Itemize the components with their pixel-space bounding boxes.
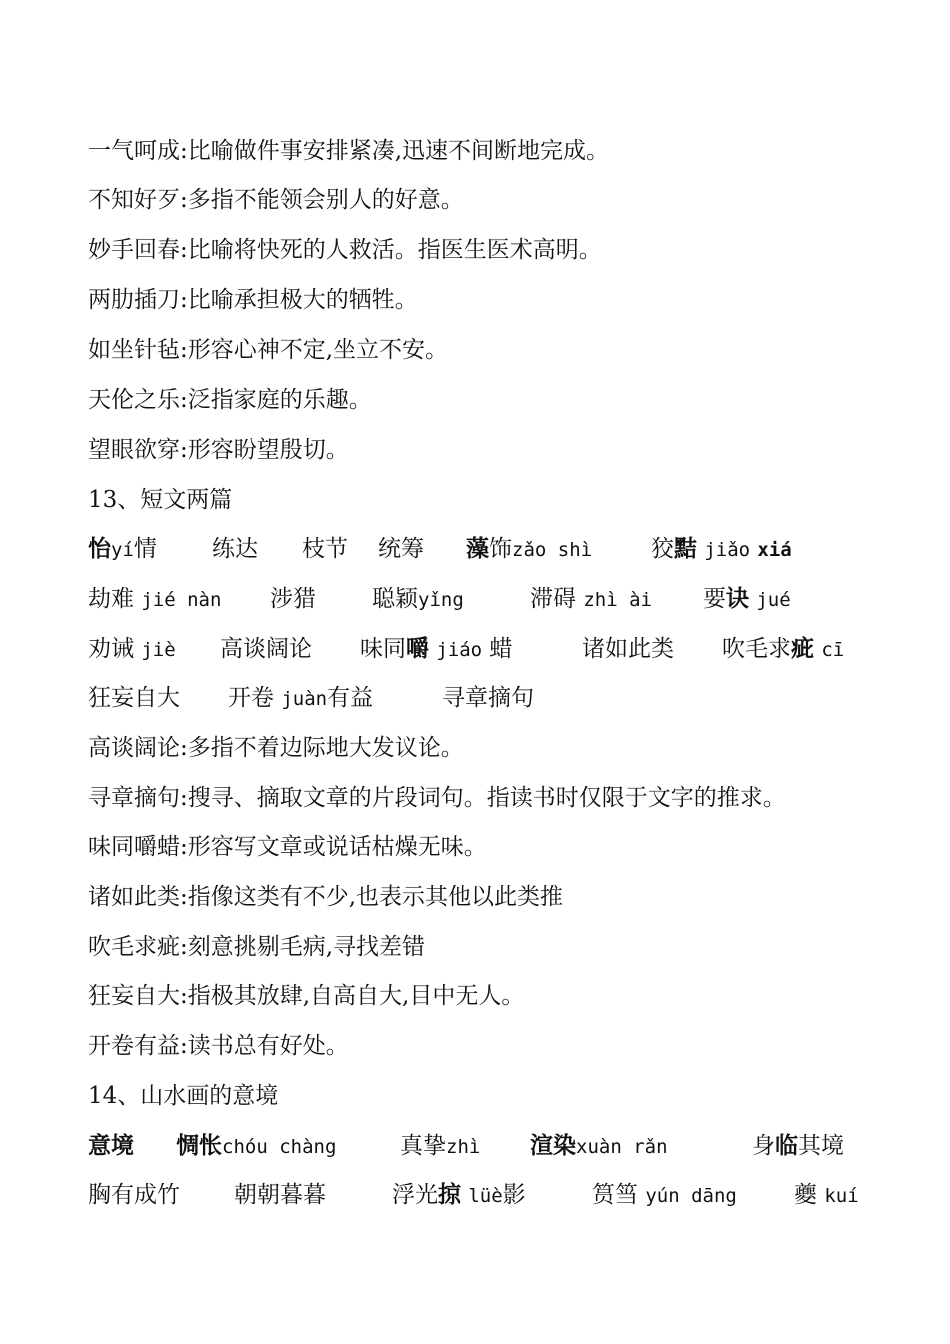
definition-line: 望眼欲穿:形容盼望殷切。: [88, 437, 349, 463]
vocab-item: 练达: [212, 536, 258, 562]
section-heading-13: 13、短文两篇: [88, 487, 233, 513]
definition-line: 吹毛求疵:刻意挑剔毛病,寻找差错: [88, 934, 426, 960]
definition-line: 寻章摘句:搜寻、摘取文章的片段词句。指读书时仅限于文字的推求。: [88, 785, 786, 811]
definition-line: 一气呵成:比喻做件事安排紧凑,迅速不间断地完成。: [88, 138, 610, 164]
definition-line: 诸如此类:指像这类有不少,也表示其他以此类推: [88, 884, 564, 910]
definition-line: 高谈阔论:多指不着边际地大发议论。: [88, 735, 464, 761]
vocab-row: [88, 579, 890, 619]
vocab-row: [88, 1175, 890, 1215]
vocab-row: [88, 629, 890, 669]
definition-line: 不知好歹:多指不能领会别人的好意。: [88, 187, 464, 213]
vocab-item: 劝诫 jiè: [88, 636, 176, 662]
definition-line: 狂妄自大:指极其放肆,自高自大,目中无人。: [88, 983, 525, 1009]
vocab-row: [88, 529, 890, 569]
vocab-item: 怡yí情: [88, 535, 157, 562]
vocab-item: 真挚zhì: [400, 1133, 481, 1159]
definition-line: 开卷有益:读书总有好处。: [88, 1033, 349, 1059]
vocab-item: 高谈阔论: [220, 636, 312, 662]
vocab-item: 夔 kuí: [794, 1182, 859, 1208]
vocab-item: 筼筜 yún dāng: [592, 1182, 737, 1208]
vocab-item: 枝节: [302, 536, 348, 562]
vocab-item: 胸有成竹: [88, 1182, 180, 1208]
vocab-item: 要诀 jué: [703, 585, 791, 612]
vocab-item: 惆怅chóu chàng: [176, 1132, 337, 1159]
vocab-item: 身临其境: [752, 1132, 844, 1159]
vocab-item: 滞碍 zhì ài: [530, 586, 652, 612]
vocab-item: 寻章摘句: [442, 685, 534, 711]
vocab-item: 意境: [88, 1132, 134, 1159]
definition-line: 妙手回春:比喻将快死的人救活。指医生医术高明。: [88, 237, 602, 263]
definition-line: 天伦之乐:泛指家庭的乐趣。: [88, 387, 372, 413]
vocab-item: 聪颖yǐng: [372, 586, 464, 612]
vocab-item: 藻饰zǎo shì: [466, 535, 593, 562]
vocab-item: 统筹: [378, 536, 424, 562]
vocab-item: 吹毛求疵 cī: [722, 635, 845, 662]
definition-line: 如坐针毡:形容心神不定,坐立不安。: [88, 337, 449, 363]
vocab-item: 诸如此类: [582, 636, 674, 662]
vocab-item: 渲染xuàn rǎn: [530, 1132, 668, 1159]
section-heading-14: 14、山水画的意境: [88, 1083, 279, 1109]
vocab-row: [88, 1126, 890, 1166]
vocab-item: 狂妄自大: [88, 685, 180, 711]
vocab-item: 开卷 juàn有益: [228, 685, 374, 711]
vocab-item: 狡黠 jiǎo xiá: [651, 535, 792, 562]
vocab-item: 涉猎: [270, 586, 316, 612]
definition-line: 两肋插刀:比喻承担极大的牺牲。: [88, 287, 418, 313]
vocab-item: 朝朝暮暮: [234, 1182, 326, 1208]
vocab-row: [88, 678, 890, 718]
vocab-item: 味同嚼 jiáo 蜡: [360, 635, 513, 662]
vocab-item: 浮光掠 lüè影: [392, 1181, 526, 1208]
definition-line: 味同嚼蜡:形容写文章或说话枯燥无味。: [88, 834, 487, 860]
vocab-item: 劫难 jié nàn: [88, 586, 222, 612]
